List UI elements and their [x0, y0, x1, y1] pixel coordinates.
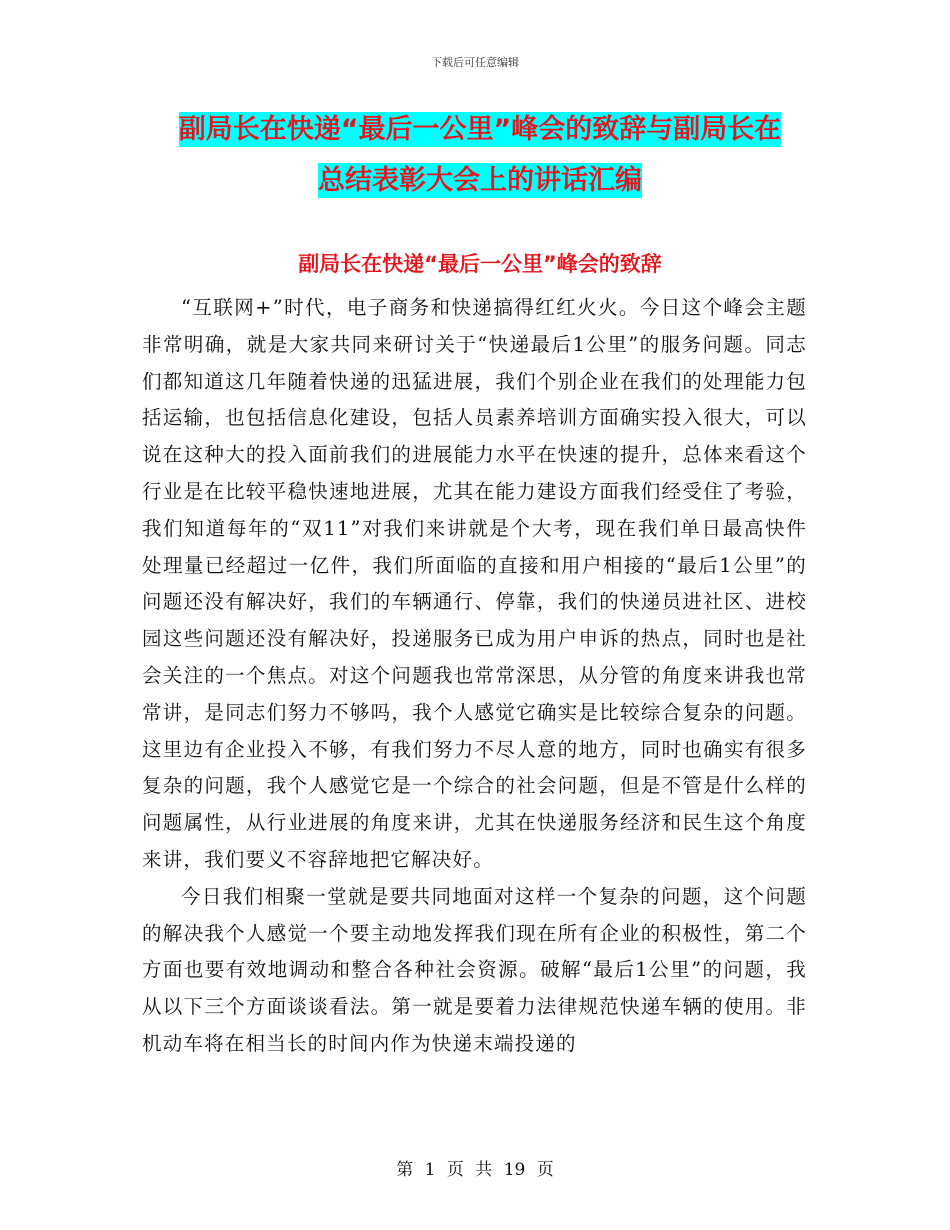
document-title	[140, 104, 820, 206]
paragraph: “互联网+”时代，电子商务和快递搞得红红火火。今日这个峰会主题非常明确，就是大家共同来研讨关于“快递最后1公里”的服务问题。同志们都知道这几年随着快递的迅猛进展，我们个别企业在我们的处理能力包括运输，也包括信息化建设，包括人员素养培训方面确实投入很大，可以说在这种大的投入面前我们的进展能力水平在快速的提升，总体来看这个行业是在比较平稳快速地进展，尤其在能力建设方面我们经受住了考验，我们知道每年的“双11”对我们来讲就是个大考，现在我们单日最高快件处理量已经超过一亿件，我们所面临的直接和用户相接的“最后1公里”的问题还没有解决好，我们的车辆通行、停靠，我们的快递员进社区、进校园这些问题还没有解决好，投递服务已成为用户申诉的热点，同时也是社会关注的一个焦点。对这个问题我也常常深思，从分管的角度来讲我也常常讲，是同志们努力不够吗，我个人感觉它确实是比较综合复杂的问题。这里边有企业投入不够，有我们努力不尽人意的地方，同时也确实有很多复杂的问题，我个人感觉它是一个综合的社会问题，但是不管是什么样的问题属性，从行业进展的角度来讲，尤其在快递服务经济和民生这个角度来讲，我们要义不容辞地把它解决好。	[142, 296, 807, 871]
document-title-line-2: 总结表彰大会上的讲话汇编	[318, 165, 642, 196]
paragraph: 今日我们相聚一堂就是要共同地面对这样一个复杂的问题，这个问题的解决我个人感觉一个要主动地发挥我们现在所有企业的积极性，第二个方面也要有效地调动和整合各种社会资源。破解“最后1公里”的问题，我从以下三个方面谈谈看法。第一就是要着力法律规范快递车辆的使用。非机动车将在相当长的时间内作为快递末端投递的	[142, 884, 807, 1055]
document-title-line-1: 副局长在快递“最后一公里”峰会的致辞与副局长在	[178, 114, 782, 145]
section-title: 副局长在快递“最后一公里”峰会的致辞	[298, 252, 662, 276]
header-note: 下载后可任意编辑	[431, 56, 519, 69]
body-text	[142, 290, 807, 1063]
page-number-footer: 第 1 页 共 19 页	[396, 1160, 554, 1180]
